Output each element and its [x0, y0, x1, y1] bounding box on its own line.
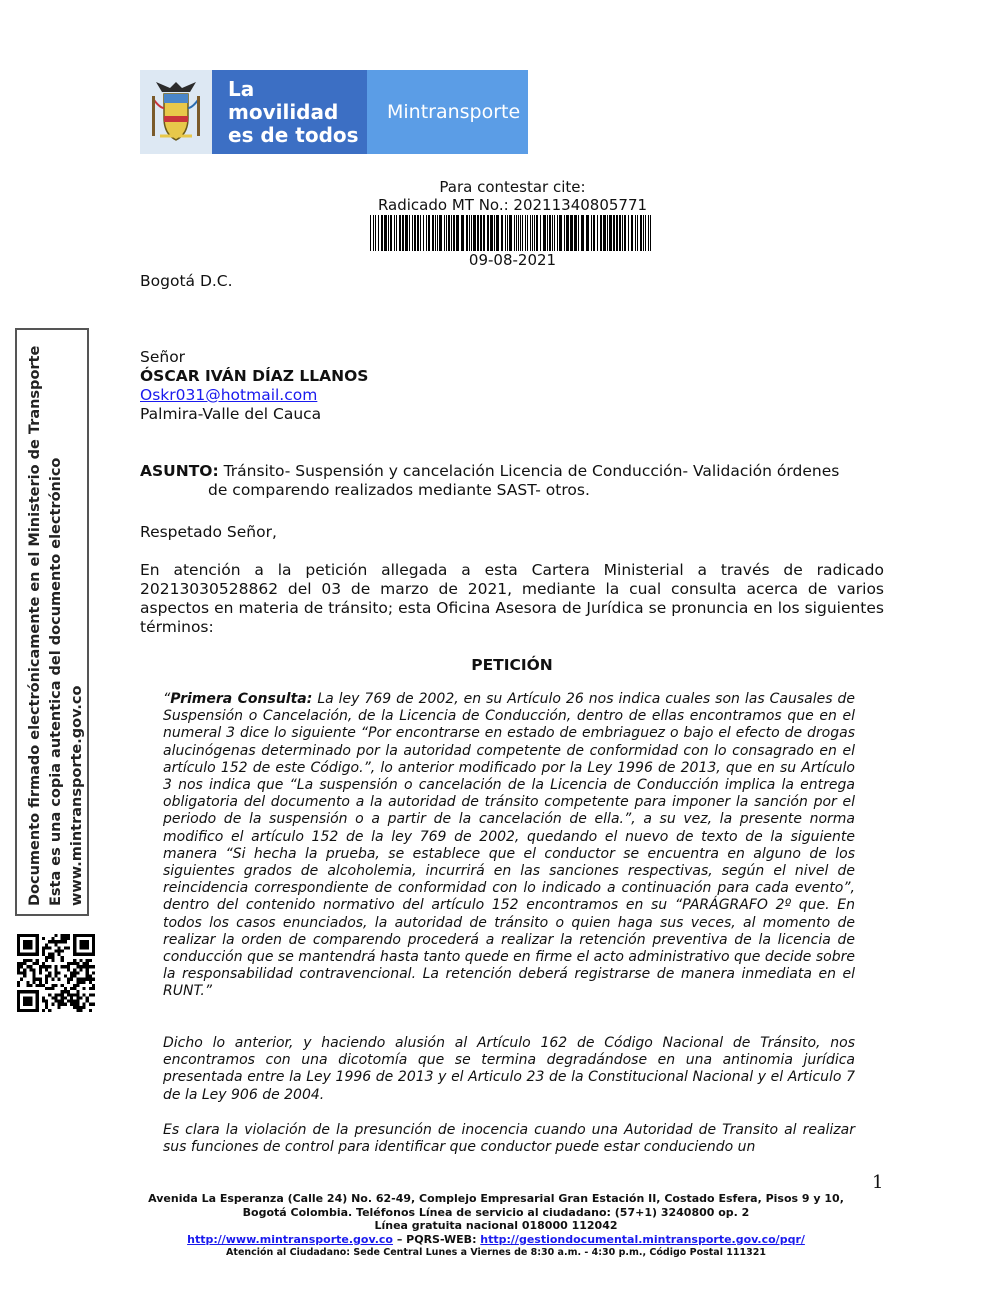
banner-line2: Esta es una copia autentica del documento electrónico [48, 457, 64, 906]
radicado-cite-label: Para contestar cite: [439, 178, 586, 196]
quote-paragraph-3: Es clara la violación de la presunción de inocencia cuando una Autoridad de Transito al realizar sus funciones de control para identificar que conductor puede estar conduciendo un [163, 1122, 855, 1156]
asunto-line2: de comparendo realizados mediante SAST- otros. [208, 481, 590, 499]
recipient-name: ÓSCAR IVÁN DÍAZ LLANOS [140, 367, 369, 385]
electronic-signature-banner [15, 328, 89, 916]
quote-paragraph-1 [163, 691, 855, 1001]
footer-pqrs-link[interactable]: http://gestiondocumental.mintransporte.gov.co/pqr/ [480, 1232, 805, 1246]
radicado-date: 09-08-2021 [468, 251, 557, 269]
quote-text-1: La ley 769 de 2002, en su Artículo 26 nos indica cuales son las Causales de Suspensión o Cancelación, de la Licencia de Conducción, dentro de ellas encontramos que en el numeral 3 dice lo siguiente “Por encontrarse en estado de embriaguez o bajo el efecto de drogas alucinógenas determinado por la autoridad competente de conformidad con lo consagrado en el artículo 152 de este Código.”, lo anterior modificado por la Ley 1996 de 2013, que en su Artículo 3 nos indica que “La suspensión o cancelación de la Licencia de Conducción implica la entrega obligatoria del documento a la autoridad de tránsito competente para imponer la sanción por el periodo de la suspensión o a partir de la cancelación de ella.”, a su vez, la presente norma modifico el artículo 152 de la ley 769 de 2002, quedando el nuevo de texto de la siguiente manera “Si hecha la prueba, se establece que el conductor se encuentra en alguno de los siguientes grados de alcoholemia, incurrirá en las sanciones respectivas, según el nivel de reincidencia correspondiente de conformidad con lo indicado a continuación para cada evento”, dentro del contenido normativo del artículo 152 encontramos en su “PARÁGRAFO 2º que. En todos los casos enunciados, la autoridad de tránsito o quien haga sus veces, al momento de realizar la orden de comparendo procederá a realizar la retención preventiva de la licencia de conducción que se mantendrá hasta tanto quede en firme el acto administrativo que decide sobre la responsabilidad contravencional. La retención deberá registrarse de manera inmediata en el RUNT.” [163, 691, 856, 1000]
recipient-block [140, 348, 884, 424]
footer-address: Avenida La Esperanza (Calle 24) No. 62-49, Complejo Empresarial Gran Estación II, Costado Esfera, Pisos 9 y 10, Bogotá Colombia. Teléfonos Línea de servicio al ciudadano: (57+1) 3240800 op. 2 [148, 1192, 844, 1219]
footer [140, 1192, 852, 1260]
page-number: 1 [872, 1172, 884, 1193]
asunto-block [140, 462, 884, 500]
colombia-coat-of-arms-icon [140, 70, 212, 154]
ministry-logo-banner [140, 70, 528, 154]
quote-paragraph-2: Dicho lo anterior, y haciendo alusión al Artículo 162 de Código Nacional de Tránsito, nos encontramos con una dicotomía que se termina degradándose en una antinomia jurídica presentada entre la Ley 1996 de 2013 y el Articulo 23 de la Constitucional Nacional y el Articulo 7 de la Ley 906 de 2004. [163, 1035, 855, 1103]
radicado-block [360, 178, 665, 269]
asunto-label: ASUNTO: [140, 462, 219, 480]
logo-slogan-line1: La movilidad [228, 76, 339, 124]
recipient-email-link[interactable]: Oskr031@hotmail.com [140, 386, 318, 404]
intro-paragraph: En atención a la petición allegada a esta Cartera Ministerial a través de radicado 20213030528862 del 03 de marzo de 2021, mediante la cual consulta acerca de varios aspectos en materia de tránsito; esta Oficina Asesora de Jurídica se pronuncia en los siguientes términos: [140, 561, 884, 636]
logo-slogan [212, 70, 367, 154]
footer-hotline: Línea gratuita nacional 018000 112042 [374, 1219, 618, 1232]
section-title: PETICIÓN [471, 656, 553, 674]
radicado-number: Radicado MT No.: 20211340805771 [377, 196, 648, 214]
footer-pqrs-label: – PQRS-WEB: [393, 1232, 481, 1246]
banner-line3: www.mintransporte.gov.co [69, 685, 85, 906]
quote-open-mark: “ [163, 691, 171, 707]
asunto-line1: Tránsito- Suspensión y cancelación Licencia de Conducción- Validación órdenes [218, 462, 840, 480]
logo-brand-name: Mintransporte [367, 70, 528, 154]
recipient-location: Palmira-Valle del Cauca [140, 405, 322, 423]
city-line: Bogotá D.C. [140, 272, 233, 290]
qr-code-icon [17, 934, 95, 1012]
logo-slogan-line2: es de todos [228, 122, 359, 147]
quote-label: Primera Consulta: [170, 691, 313, 707]
footer-website-link[interactable]: http://www.mintransporte.gov.co [187, 1232, 393, 1246]
recipient-salutation: Señor [140, 348, 186, 366]
greeting: Respetado Señor, [140, 523, 277, 541]
barcode-icon [370, 215, 655, 251]
banner-line1: Documento firmado electrónicamente en el Ministerio de Transporte [27, 345, 43, 906]
footer-hours: Atención al Ciudadano: Sede Central Lunes a Viernes de 8:30 a.m. - 4:30 p.m., Código Postal 111321 [226, 1247, 766, 1258]
